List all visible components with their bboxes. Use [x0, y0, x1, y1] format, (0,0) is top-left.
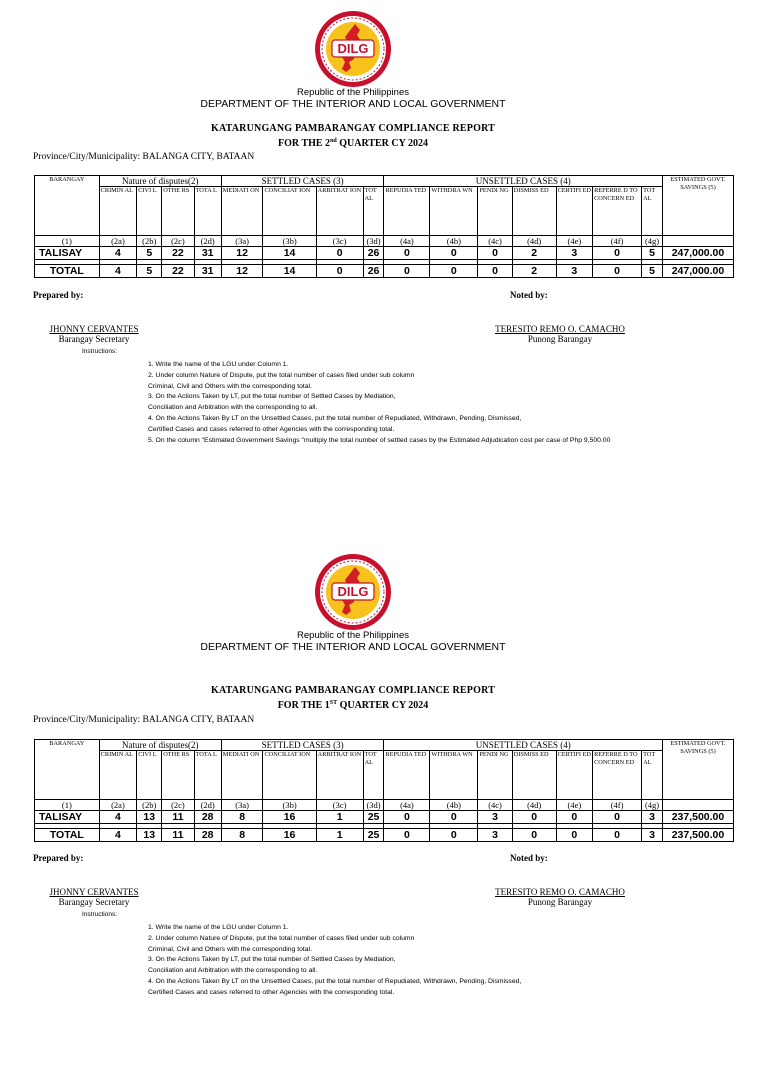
code-row: (1) (2a) (2b) (2c) (2d) (3a) (3b) (3c) (3d) (4a) (4b) (4c) (4d) (4e) (4f) (4g) — [35, 800, 734, 811]
col-others: OTHE RS — [162, 187, 194, 236]
group-unsettled: UNSETTLED CASES (4) — [384, 740, 662, 751]
col-referred: REFERRE D TO CONCERN ED — [593, 187, 642, 236]
code-row: (1) (2a) (2b) (2c) (2d) (3a) (3b) (3c) (3d) (4a) (4b) (4c) (4d) (4e) (4f) (4g) — [35, 236, 734, 247]
total-row: TOTAL 4 13 11 28 8 16 1 25 0 0 3 0 0 0 3 237,500.00 — [35, 829, 734, 842]
instructions-label: Instructions: — [82, 911, 118, 918]
col-savings: ESTIMATED GOVT. SAVINGS (5) — [662, 740, 733, 800]
noted-name: TERESITO REMO O. CAMACHO — [495, 887, 625, 897]
col-mediation: MEDIATI ON — [221, 751, 263, 800]
col-conciliation: CONCILIAT ION — [263, 751, 316, 800]
col-certified: CERTIFI ED — [556, 751, 593, 800]
instruction-line: 5. On the column "Estimated Government Savings "multiply the total number of settled cases by the Estimated Adjudication cost per case of Php 9,500.00 — [148, 436, 611, 444]
group-nature: Nature of disputes(2) — [99, 740, 221, 751]
col-total-nature: TOTA L — [194, 751, 221, 800]
dilg-logo-icon — [314, 10, 392, 88]
prepared-signatory — [34, 324, 154, 344]
col-referred: REFERRE D TO CONCERN ED — [593, 751, 642, 800]
col-others: OTHE RS — [162, 751, 194, 800]
report-q2 — [0, 0, 768, 530]
col-pending: PENDI NG — [478, 751, 512, 800]
instructions-list — [148, 923, 521, 999]
instruction-line: 4. On the Actions Taken By LT on the Unsettled Cases, put the total number of Repudiated, Withdrawn, Pending, Dismissed, — [148, 977, 522, 985]
instruction-line: Criminal, Civil and Others with the corresponding total. — [148, 382, 312, 390]
col-dismissed: DISMISS ED — [512, 187, 556, 236]
instruction-line: 1. Write the name of the LGU under Column 1. — [148, 924, 289, 931]
instruction-line: 2. Under column Nature of Dispute, put the total number of cases filed under sub column — [148, 934, 415, 942]
prepared-name: JHONNY CERVANTES — [49, 324, 139, 334]
instruction-line: 3. On the Actions Taken by LT, put the total number of Settled Cases by Mediation, — [148, 393, 396, 401]
instructions-list — [148, 360, 610, 446]
prepared-by-label: Prepared by: — [33, 290, 84, 300]
prepared-signatory — [34, 887, 154, 907]
col-total-nature: TOTA L — [194, 187, 221, 236]
dilg-logo-icon — [314, 553, 392, 631]
col-repudiated: REPUDIA TED — [384, 751, 430, 800]
prepared-title: Barangay Secretary — [58, 334, 130, 344]
report-q1 — [0, 543, 768, 1073]
col-barangay: BARANGAY — [35, 176, 100, 236]
table-row: TALISAY 4 5 22 31 12 14 0 26 0 0 0 2 3 0 5 247,000.00 — [35, 247, 734, 260]
noted-by-label: Noted by: — [510, 290, 548, 300]
noted-name: TERESITO REMO O. CAMACHO — [495, 324, 625, 334]
col-withdrawn: WITHDRA WN — [430, 187, 478, 236]
instruction-line: Conciliation and Arbitration with the corresponding to all. — [148, 967, 318, 975]
col-certified: CERTIFI ED — [556, 187, 593, 236]
col-withdrawn: WITHDRA WN — [430, 751, 478, 800]
compliance-table — [34, 175, 734, 278]
dilg-logo-text: DILG — [337, 41, 369, 56]
province-label: Province/City/Municipality: BALANGA CITY, BATAAN — [33, 715, 255, 725]
noted-signatory — [470, 887, 650, 907]
noted-title: Punong Barangay — [527, 334, 593, 344]
group-settled: SETTLED CASES (3) — [221, 176, 384, 187]
col-total-unsettled: TOT AL — [642, 751, 663, 800]
table-row: TALISAY 4 13 11 28 8 16 1 25 0 0 3 0 0 0 3 237,500.00 — [35, 811, 734, 824]
instruction-line: Conciliation and Arbitration with the corresponding to all. — [148, 404, 318, 412]
col-savings: ESTIMATED GOVT. SAVINGS (5) — [662, 176, 733, 236]
department-label: DEPARTMENT OF THE INTERIOR AND LOCAL GOVERNMENT — [200, 98, 506, 110]
group-settled: SETTLED CASES (3) — [221, 740, 384, 751]
instruction-line: 4. On the Actions Taken By LT on the Unsettled Cases, put the total number of Repudiated, Withdrawn, Pending, Dismissed, — [148, 414, 522, 422]
col-total-settled: TOT AL — [363, 751, 384, 800]
col-dismissed: DISMISS ED — [512, 751, 556, 800]
instruction-line: Criminal, Civil and Others with the corresponding total. — [148, 945, 312, 953]
instructions-label: Instructions: — [82, 348, 118, 355]
instruction-line: Certified Cases and cases referred to other Agencies with the corresponding total. — [148, 988, 395, 996]
instruction-line: 2. Under column Nature of Dispute, put the total number of cases filed under sub column — [148, 371, 415, 379]
col-pending: PENDI NG — [478, 187, 512, 236]
total-row: TOTAL 4 5 22 31 12 14 0 26 0 0 0 2 3 0 5 247,000.00 — [35, 265, 734, 278]
report-period: FOR THE 1ST QUARTER CY 2024 — [277, 700, 429, 711]
col-arbitration: ARBITRAT ION — [316, 751, 363, 800]
department-label: DEPARTMENT OF THE INTERIOR AND LOCAL GOVERNMENT — [200, 641, 506, 653]
report-title: KATARUNGANG PAMBARANGAY COMPLIANCE REPORT — [210, 123, 496, 134]
noted-signatory — [470, 324, 650, 344]
prepared-by-label: Prepared by: — [33, 853, 84, 863]
prepared-name: JHONNY CERVANTES — [49, 887, 139, 897]
noted-title: Punong Barangay — [527, 897, 593, 907]
prepared-title: Barangay Secretary — [58, 897, 130, 907]
col-total-unsettled: TOT AL — [642, 187, 663, 236]
col-repudiated: REPUDIA TED — [384, 187, 430, 236]
col-barangay: BARANGAY — [35, 740, 100, 800]
instruction-line: 3. On the Actions Taken by LT, put the total number of Settled Cases by Mediation, — [148, 956, 396, 964]
republic-label: Republic of the Philippines — [297, 630, 409, 641]
col-arbitration: ARBITRAT ION — [316, 187, 363, 236]
republic-label: Republic of the Philippines — [297, 87, 409, 98]
province-label: Province/City/Municipality: BALANGA CITY, BATAAN — [33, 152, 255, 162]
col-conciliation: CONCILIAT ION — [263, 187, 316, 236]
col-civil: CIVI L — [137, 187, 162, 236]
col-mediation: MEDIATI ON — [221, 187, 263, 236]
report-period: FOR THE 2nd QUARTER CY 2024 — [278, 138, 428, 149]
col-criminal: CRIMIN AL — [99, 751, 137, 800]
col-total-settled: TOT AL — [363, 187, 384, 236]
col-criminal: CRIMIN AL — [99, 187, 137, 236]
report-title: KATARUNGANG PAMBARANGAY COMPLIANCE REPORT — [210, 685, 496, 696]
instruction-line: Certified Cases and cases referred to other Agencies with the corresponding total. — [148, 425, 395, 433]
noted-by-label: Noted by: — [510, 853, 548, 863]
group-nature: Nature of disputes(2) — [99, 176, 221, 187]
compliance-table — [34, 739, 734, 842]
col-civil: CIVI L — [137, 751, 162, 800]
group-unsettled: UNSETTLED CASES (4) — [384, 176, 662, 187]
instruction-line: 1. Write the name of the LGU under Column 1. — [148, 361, 289, 368]
dilg-logo-text: DILG — [337, 584, 369, 599]
